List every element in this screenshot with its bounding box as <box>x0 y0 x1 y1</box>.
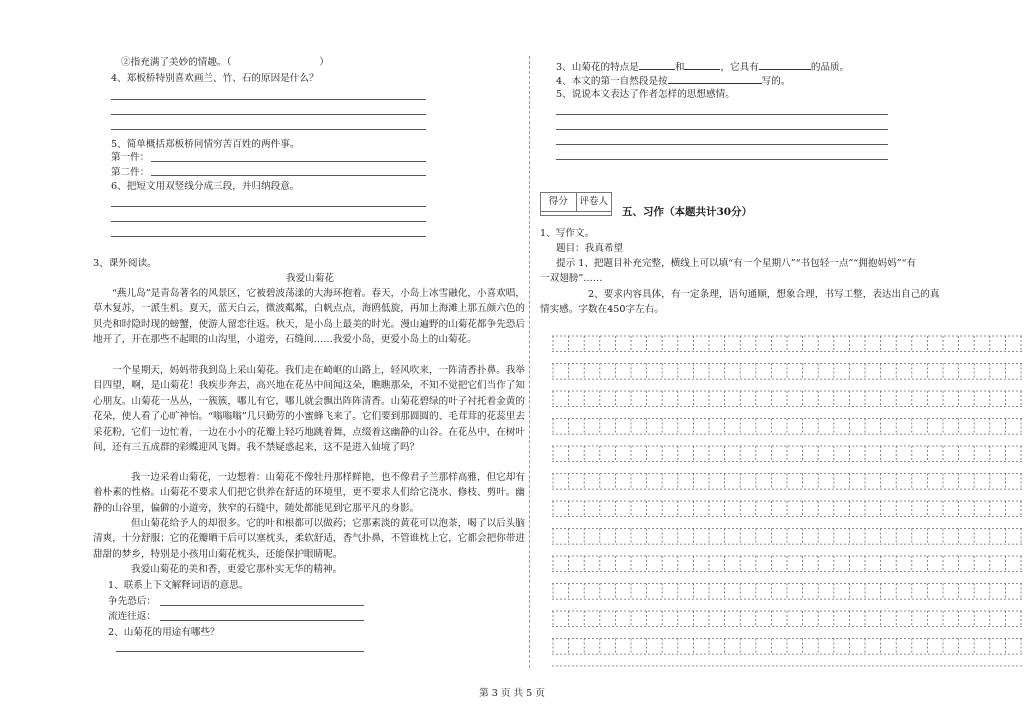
writing-tip-2: 2、要求内容具体，有一定条理，语句通顺，想象合理，书写工整，表达出自己的真 <box>588 289 940 300</box>
blank <box>684 59 720 70</box>
right-question-5: 5、说说本文表达了作者怎样的思想感情。 <box>556 89 735 100</box>
article-paragraph-5: 我爱山菊花的美和香，更爱它那朴实无华的精神。 <box>131 564 343 575</box>
page-footer: 第 3 页 共 5 页 <box>479 688 545 699</box>
answer-line <box>556 129 888 130</box>
answer-line <box>556 144 888 145</box>
question-note-2 <box>121 57 329 69</box>
writing-tip-1-cont: 一双翅膀”…… <box>540 273 603 284</box>
blank <box>668 73 762 84</box>
grid-svg <box>552 335 1024 667</box>
word-2-label: 流连往返： <box>108 611 156 622</box>
column-divider <box>529 56 530 668</box>
question-6: 6、把短文用双竖线分成三段，并归纳段意。 <box>111 181 300 192</box>
answer-line <box>160 620 364 621</box>
answer-line <box>111 236 426 237</box>
article-title: 我爱山菊花 <box>286 273 334 284</box>
question-4: 4、郑板桥特别喜欢画兰、竹、石的原因是什么？ <box>111 73 319 84</box>
answer-line <box>151 175 426 176</box>
writing-tip-2-cont: 情实感。字数在450字左右。 <box>540 304 664 315</box>
answer-line <box>556 114 888 115</box>
grader-label: 评卷人 <box>579 196 609 207</box>
blank <box>759 59 811 70</box>
answer-line <box>111 221 426 222</box>
blank <box>639 59 675 70</box>
article-paragraph-2: 一个星期天，妈妈带我到岛上采山菊花。我们走在崎岖的山路上，轻风吹来，一阵清香扑鼻。我举目四望，啊，是山菊花！我疾步奔去，高兴地在花丛中间闻这朵，瞧瞧那朵，不知不觉把它们当作了知心朋友。山菊花一丛丛，一簇簇，哪儿有它，哪儿就会飘出阵阵清香。山菊花碧绿的叶子衬托着金黄的花朵，使人看了心旷神怡。“嗡嗡嗡”几只勤劳的小蜜蜂飞来了。它们要到那圆圆的、毛茸茸的花蕊里去采花粉，它们一边忙着，一边在小小的花瓣上轻巧地跳着舞，点缀着这幽静的山谷。在花丛中，在树叶间，还有三五成群的彩蝶迎风飞舞。我不禁疑惑起来，这不是进入仙境了吗？ <box>93 365 525 454</box>
article-paragraph-3: 我一边采着山菊花，一边想着：山菊花不像牡丹那样鲜艳，也不像君子兰那样高雅，但它却有着朴素的性格。山菊花不要求人们把它供养在舒适的环境里，更不要求人们给它浇水、修枝、剪叶。幽静的山谷里，偏僻的小道旁，狭窄的石缝中，随处都能见到它那平凡的身影。 <box>93 472 525 514</box>
subquestion-2: 2、山菊花的用途有哪些？ <box>108 627 220 638</box>
q5-second-label: 第二件： <box>111 167 150 178</box>
note2-close: ） <box>319 57 329 68</box>
note2-text: ②指充满了美妙的情趣。（ <box>121 57 232 68</box>
answer-line <box>116 651 364 652</box>
section-5-heading: 五、习作（本题共计30分） <box>622 206 753 218</box>
score-label: 得分 <box>541 193 577 211</box>
q5-first-label: 第一件： <box>111 152 150 163</box>
score-box-cell <box>540 211 612 216</box>
answer-line <box>111 114 426 115</box>
writing-topic: 题目：我真希望 <box>556 243 624 254</box>
article-paragraph-4: 但山菊花给予人的却很多。它的叶和根都可以做药；它那素淡的黄花可以泡茶，喝了以后头脑清爽，十分舒服；它的花瓣晒干后可以塞枕头，柔软舒适，香气扑鼻，不管谁枕上它，它都会把你带进甜甜的梦乡，特别是小孩用山菊花枕头，还能保护眼睛呢。 <box>93 518 525 560</box>
word-1-label: 争先恐后： <box>108 596 156 607</box>
answer-line <box>151 161 426 162</box>
article-paragraph-1: “燕儿岛”是青岛著名的风景区，它被碧波荡漾的大海环抱着。春天，小岛上冰雪融化，小喜欢唱，草木复苏，一派生机。夏天，蓝天白云，微波粼粼，白帆点点，海鸥低旋，再加上海滩上那五颜六色的贝壳和时隐时现的螃蟹，使游人留恋往返。秋天，是小岛上最美的时光。漫山遍野的山菊花都争先恐后地开了，开在那些不起眼的山沟里，小道旁，石缝间……我爱小岛，更爱小岛上的山菊花。 <box>93 288 525 346</box>
subquestion-1: 1、联系上下文解释词语的意思。 <box>108 580 249 591</box>
right-question-4: 4、本文的第一自然段是按 写的。 <box>556 73 790 88</box>
score-box <box>540 192 612 212</box>
answer-line <box>111 206 426 207</box>
composition-grid[interactable] <box>552 335 1024 667</box>
right-question-3: 3、山菊花的特点是 和 ，它具有 的品质。 <box>556 59 849 74</box>
section-3-heading: 3、课外阅读。 <box>93 258 157 269</box>
answer-line <box>556 159 888 160</box>
answer-line <box>111 99 426 100</box>
answer-line <box>160 605 364 606</box>
question-5: 5、简单概括郑板桥同情穷苦百姓的两件事。 <box>111 139 300 150</box>
answer-line <box>111 129 426 130</box>
writing-item: 1、写作文。 <box>540 228 595 239</box>
writing-tip-1: 提示 1、把题目补充完整，横线上可以填“有一个星期八”“书包轻一点”“拥抱妈妈”“有 <box>556 258 917 269</box>
